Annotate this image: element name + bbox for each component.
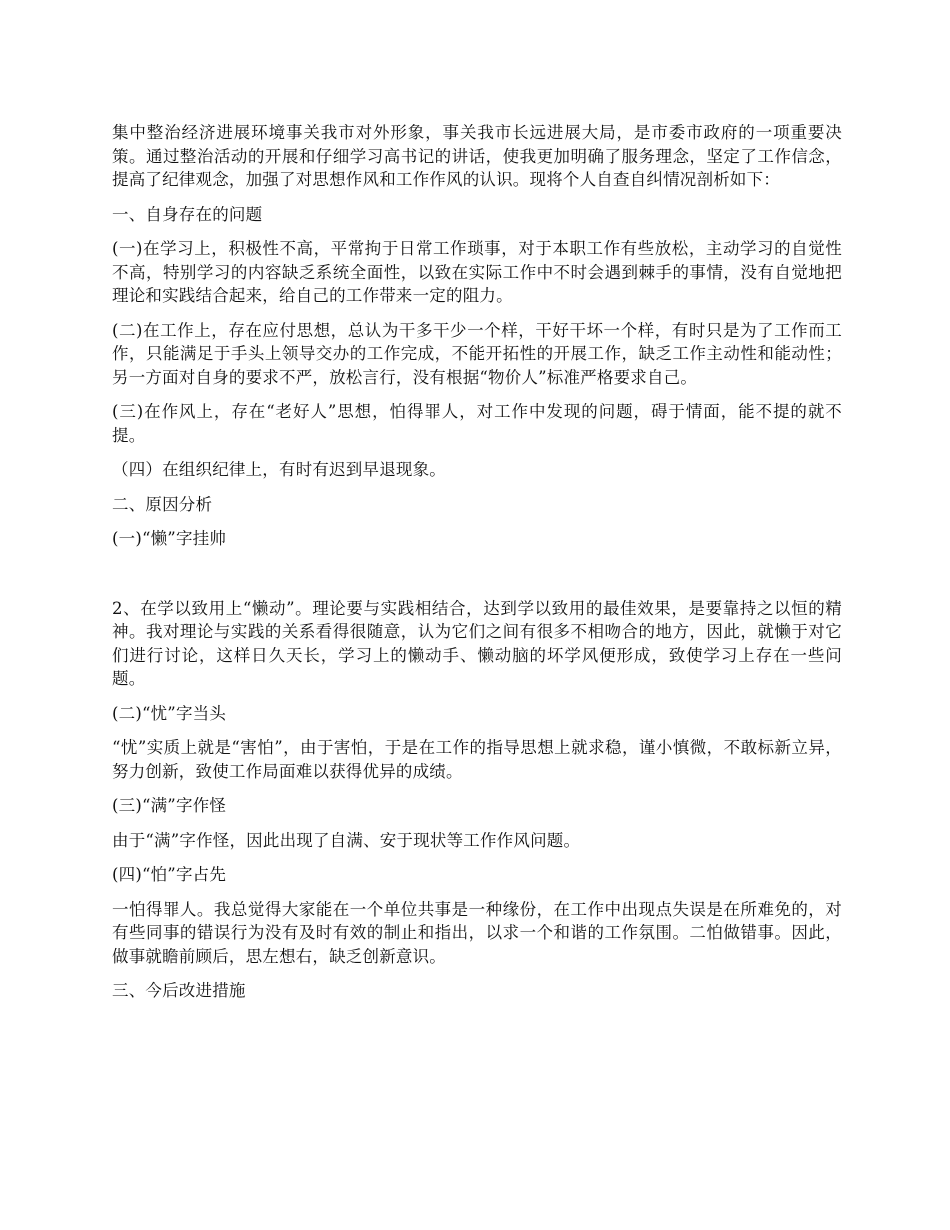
cause-complacency-paragraph: 由于“满”字作怪，因此出现了自满、安于现状等工作作风问题。 bbox=[112, 830, 581, 850]
problem-study-paragraph: (一)在学习上，积极性不高，平常拘于日常工作琐事，对于本职工作有些放松，主动学习的自觉性不高，特别学习的内容缺乏系统全面性，以致在实际工作中不时会遇到棘手的事情，没有自觉地把理论和实践结合起来，给自己的工作带来一定的阻力。 bbox=[112, 239, 842, 305]
cause-worry-heading: (二)“忧”字当头 bbox=[112, 703, 227, 723]
problem-style-paragraph: (三)在作风上，存在“老好人”思想，怕得罪人，对工作中发现的问题，碍于情面，能不提的就不提。 bbox=[112, 402, 842, 445]
cause-complacency-heading: (三)“满”字作怪 bbox=[112, 796, 227, 815]
section-heading-problems: 一、自身存在的问题 bbox=[112, 204, 263, 224]
document-body bbox=[112, 121, 842, 1014]
cause-worry-paragraph: “忧”实质上就是“害怕”，由于害怕，于是在工作的指导思想上就求稳，谨小慎微，不敢标新立异，努力创新，致使工作局面难以获得优异的成绩。 bbox=[112, 738, 842, 781]
cause-fear-heading: (四)“怕”字占先 bbox=[112, 865, 227, 884]
cause-fear-paragraph: 一怕得罪人。我总觉得大家能在一个单位共事是一种缘份，在工作中出现点失误是在所难免的，对有些同事的错误行为没有及时有效的制止和指出，以求一个和谐的工作氛围。二怕做错事。因此，做事就瞻前顾后，思左想右，缺乏创新意识。 bbox=[112, 899, 842, 966]
section-heading-causes: 二、原因分析 bbox=[112, 494, 213, 514]
intro-paragraph: 集中整治经济进展环境事关我市对外形象，事关我市长远进展大局，是市委市政府的一项重要决策。通过整治活动的开展和仔细学习高书记的讲话，使我更加明确了服务理念，坚定了工作信念，提高了纪律观念，加强了对思想作风和工作作风的认识。现将个人自查自纠情况剖析如下： bbox=[112, 123, 842, 189]
problem-work-paragraph: (二)在工作上，存在应付思想，总认为干多干少一个样，干好干坏一个样，有时只是为了工作而工作，只能满足于手头上领导交办的工作完成，不能开拓性的开展工作，缺乏工作主动性和能动性；另一方面对自身的要求不严，放松言行，没有根据“物价人”标准严格要求自己。 bbox=[112, 320, 842, 387]
section-heading-measures: 三、今后改进措施 bbox=[112, 981, 246, 1000]
problem-discipline-paragraph: （四）在组织纪律上，有时有迟到早退现象。 bbox=[112, 460, 446, 479]
cause-lazy-heading: (一)“懒”字挂帅 bbox=[112, 529, 227, 548]
cause-lazy-paragraph: 2、在学以致用上“懒动”。理论要与实践相结合，达到学以致用的最佳效果，是要靠持之以恒的精神。我对理论与实践的关系看得很随意，认为它们之间有很多不相吻合的地方，因此，就懒于对它们进行讨论，这样日久天长，学习上的懒动手、懒动脑的坏学风便形成，致使学习上存在一些问题。 bbox=[112, 598, 842, 688]
